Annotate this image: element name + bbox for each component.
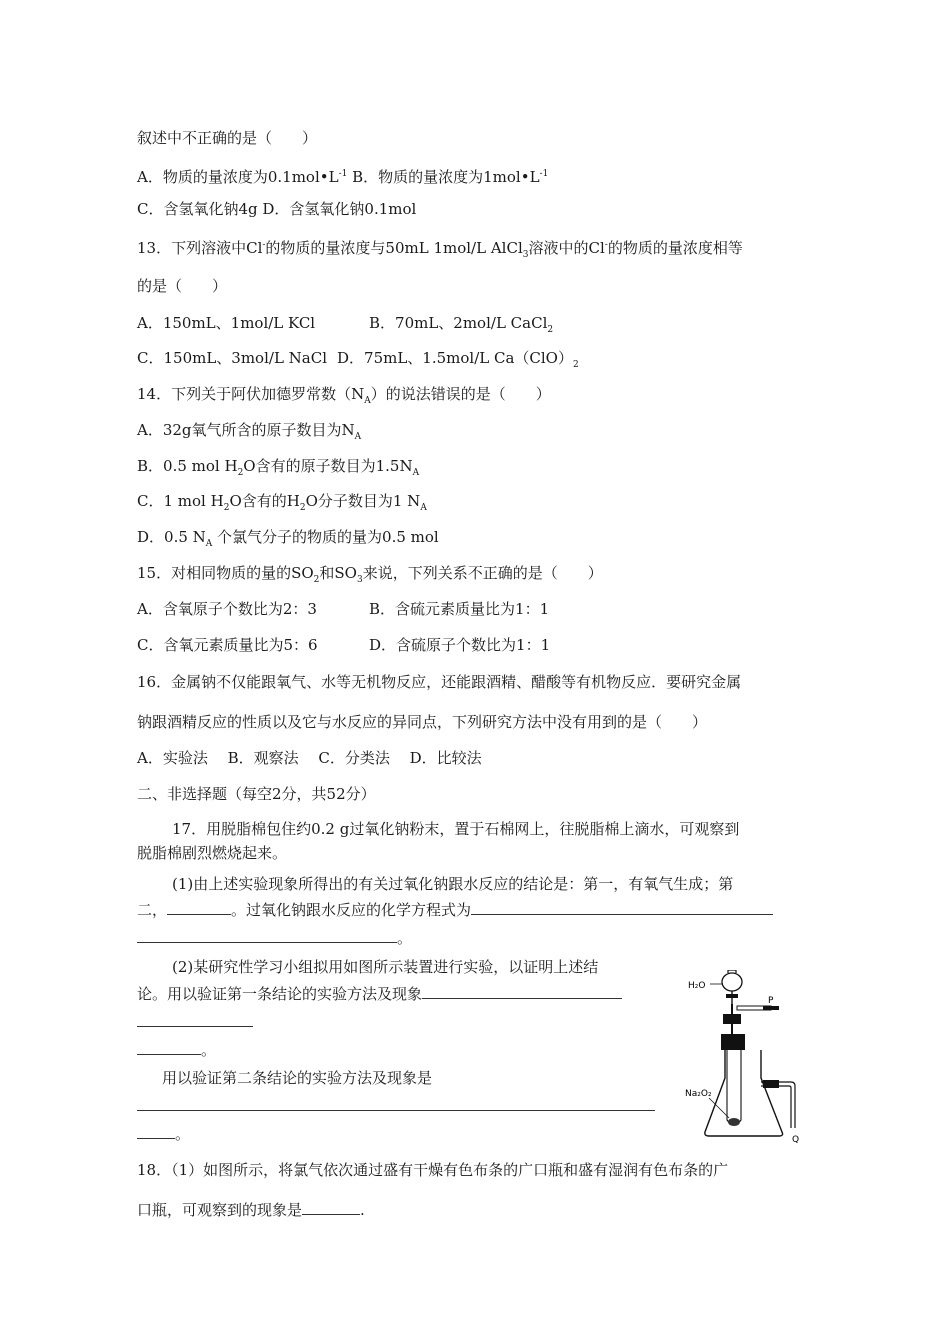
q13-stem bbox=[137, 235, 743, 265]
text: 。过氧化钠跟水反应的化学方程式为 bbox=[231, 901, 472, 919]
answer-blank[interactable] bbox=[167, 900, 231, 915]
text: O分子数目为1 N bbox=[305, 492, 421, 510]
text: 和SO bbox=[319, 564, 357, 582]
superscript: - bbox=[604, 240, 608, 250]
text: B．70mL、2mol/L CaCl bbox=[369, 314, 548, 332]
subscript: 2 bbox=[299, 503, 306, 513]
text: 二， bbox=[137, 901, 168, 919]
subscript: A bbox=[364, 396, 371, 406]
q17-p2-line5: 用以验证第二条结论的实验方法及现象是 bbox=[162, 1069, 433, 1087]
q15-option-c: C．含氧元素质量比为5：6 bbox=[137, 636, 318, 654]
q14-option-c bbox=[137, 491, 427, 518]
superscript: -1 bbox=[539, 169, 549, 179]
text: 论。用以验证第一条结论的实验方法及现象 bbox=[137, 985, 423, 1003]
q17-p2-line3 bbox=[137, 1012, 253, 1032]
subscript: 2 bbox=[547, 325, 554, 335]
na2o2-powder bbox=[728, 1118, 740, 1126]
text: D．75mL、1.5mol/L Ca（ClO） bbox=[337, 349, 573, 367]
q15-option-d: D．含硫原子个数比为1：1 bbox=[369, 636, 551, 654]
q12-option-b: B．物质的量浓度为1mol•L bbox=[347, 168, 540, 186]
text: C．1 mol H bbox=[137, 492, 224, 510]
q12-options-cd: C．含氢氧化钠4g D．含氢氧化钠0.1mol bbox=[137, 200, 417, 218]
tube-p-end bbox=[763, 1006, 779, 1010]
q16-line2: 钠跟酒精反应的性质以及它与水反应的异同点，下列研究方法中没有用到的是（ ） bbox=[137, 713, 708, 731]
q-label: Q bbox=[792, 1135, 800, 1145]
q13-stem-line2: 的是（ ） bbox=[137, 277, 228, 295]
answer-blank[interactable] bbox=[422, 984, 622, 999]
subscript: 2 bbox=[237, 468, 244, 478]
q13-option-c: C．150mL、3mol/L NaCl bbox=[137, 349, 328, 367]
text: 溶液中的Cl bbox=[528, 239, 605, 257]
q18-line1: 18．（1）如图所示，将氯气依次通过盛有干燥有色布条的广口瓶和盛有湿润有色布条的广 bbox=[137, 1161, 729, 1179]
subscript: A bbox=[205, 539, 213, 549]
q13-options-cd bbox=[137, 348, 579, 370]
text: 14．下列关于阿伏加德罗常数（N bbox=[137, 385, 365, 403]
subscript: 3 bbox=[356, 575, 363, 585]
q14-option-a bbox=[137, 420, 361, 447]
subscript: A bbox=[354, 432, 362, 442]
subscript: 2 bbox=[223, 503, 230, 513]
text: . bbox=[360, 1201, 365, 1219]
superscript: - bbox=[262, 240, 266, 250]
funnel-bulb bbox=[722, 973, 742, 991]
text: 。 bbox=[397, 929, 413, 947]
q14-option-d bbox=[137, 527, 439, 554]
p-label: P bbox=[768, 996, 774, 1006]
q14-stem bbox=[137, 384, 551, 411]
text: A．32g氧气所含的原子数目为N bbox=[137, 421, 355, 439]
subscript: 2 bbox=[572, 360, 579, 370]
text: 15．对相同物质的量的SO bbox=[137, 564, 314, 582]
q16-options: A．实验法 B．观察法 C．分类法 D．比较法 bbox=[137, 749, 482, 767]
text: 的物质的量浓度与50mL 1mol/L AlCl bbox=[265, 239, 523, 257]
q17-p2-line6 bbox=[137, 1096, 655, 1116]
text: O含有的原子数目为1.5N bbox=[243, 457, 413, 475]
q12-option-a: A．物质的量浓度为0.1mol•L bbox=[137, 168, 339, 186]
answer-blank[interactable] bbox=[302, 1200, 360, 1215]
text: 13．下列溶液中Cl bbox=[137, 239, 263, 257]
text: D．0.5 N bbox=[137, 528, 206, 546]
subscript: A bbox=[412, 468, 420, 478]
answer-blank[interactable] bbox=[137, 928, 397, 943]
q17-p1-line3 bbox=[137, 928, 412, 948]
q12-options-ab bbox=[137, 164, 548, 187]
q15-options-cd bbox=[137, 635, 551, 655]
stopcock bbox=[726, 994, 738, 998]
subscript: A bbox=[420, 503, 427, 513]
q13-options-ab bbox=[137, 313, 554, 335]
text: B．0.5 mol H bbox=[137, 457, 238, 475]
answer-blank[interactable] bbox=[137, 1096, 655, 1111]
subscript: 2 bbox=[313, 575, 320, 585]
text: 的物质的量浓度相等 bbox=[607, 239, 743, 257]
q17-line2: 脱脂棉剧烈燃烧起来。 bbox=[137, 844, 288, 862]
q15-option-b: B．含硫元素质量比为1：1 bbox=[369, 600, 550, 618]
q13-option-a: A．150mL、1mol/L KCl bbox=[137, 314, 316, 332]
q17-p2-line4 bbox=[137, 1040, 216, 1060]
na2o2-label: Na₂O₂ bbox=[685, 1089, 712, 1099]
answer-blank[interactable] bbox=[137, 1124, 175, 1139]
stopper-lower bbox=[721, 1034, 745, 1050]
subscript: 3 bbox=[522, 250, 529, 260]
q12-stem: 叙述中不正确的是（ ） bbox=[137, 129, 318, 147]
q13-option-d bbox=[337, 348, 579, 375]
apparatus-diagram bbox=[683, 970, 818, 1145]
text: 。 bbox=[201, 1041, 217, 1059]
q17-line1: 17．用脱脂棉包住约0.2 g过氧化钠粉末，置于石棉网上，往脱脂棉上滴水，可观察到 bbox=[172, 820, 740, 838]
q15-option-a: A．含氧原子个数比为2：3 bbox=[137, 600, 317, 618]
text: ）的说法错误的是（ ） bbox=[370, 385, 551, 403]
superscript: -1 bbox=[338, 169, 348, 179]
text: 个氯气分子的物质的量为0.5 mol bbox=[212, 528, 439, 546]
q17-p1-line1: (1)由上述实验现象所得出的有关过氧化钠跟水反应的结论是：第一，有氧气生成；第 bbox=[172, 875, 734, 893]
q17-p2-line2 bbox=[137, 984, 622, 1004]
text: 口瓶，可观察到的现象是 bbox=[137, 1201, 303, 1219]
text: 来说，下列关系不正确的是（ ） bbox=[362, 564, 603, 582]
q15-options-ab bbox=[137, 599, 550, 619]
q17-p2-line1: (2)某研究性学习小组拟用如图所示装置进行实验，以证明上述结 bbox=[172, 958, 599, 976]
answer-blank[interactable] bbox=[137, 1040, 201, 1055]
q16-line1: 16．金属钠不仅能跟氧气、水等无机物反应，还能跟酒精、醋酸等有机物反应．要研究金属 bbox=[137, 673, 742, 691]
q13-option-b bbox=[369, 313, 553, 340]
text: 。 bbox=[175, 1125, 191, 1143]
answer-blank[interactable] bbox=[471, 900, 773, 915]
flask-body bbox=[705, 1050, 783, 1136]
q15-stem bbox=[137, 563, 603, 590]
q17-p2-line7 bbox=[137, 1124, 190, 1144]
text: O含有的H bbox=[229, 492, 300, 510]
section-heading: 二、非选择题（每空2分，共52分） bbox=[137, 785, 376, 803]
h2o-label: H₂O bbox=[688, 981, 706, 991]
tube-q-joint bbox=[763, 1080, 779, 1088]
q14-option-b bbox=[137, 456, 419, 483]
q17-p1-line2 bbox=[137, 900, 773, 920]
q18-line2 bbox=[137, 1200, 365, 1220]
answer-blank[interactable] bbox=[137, 1012, 253, 1027]
